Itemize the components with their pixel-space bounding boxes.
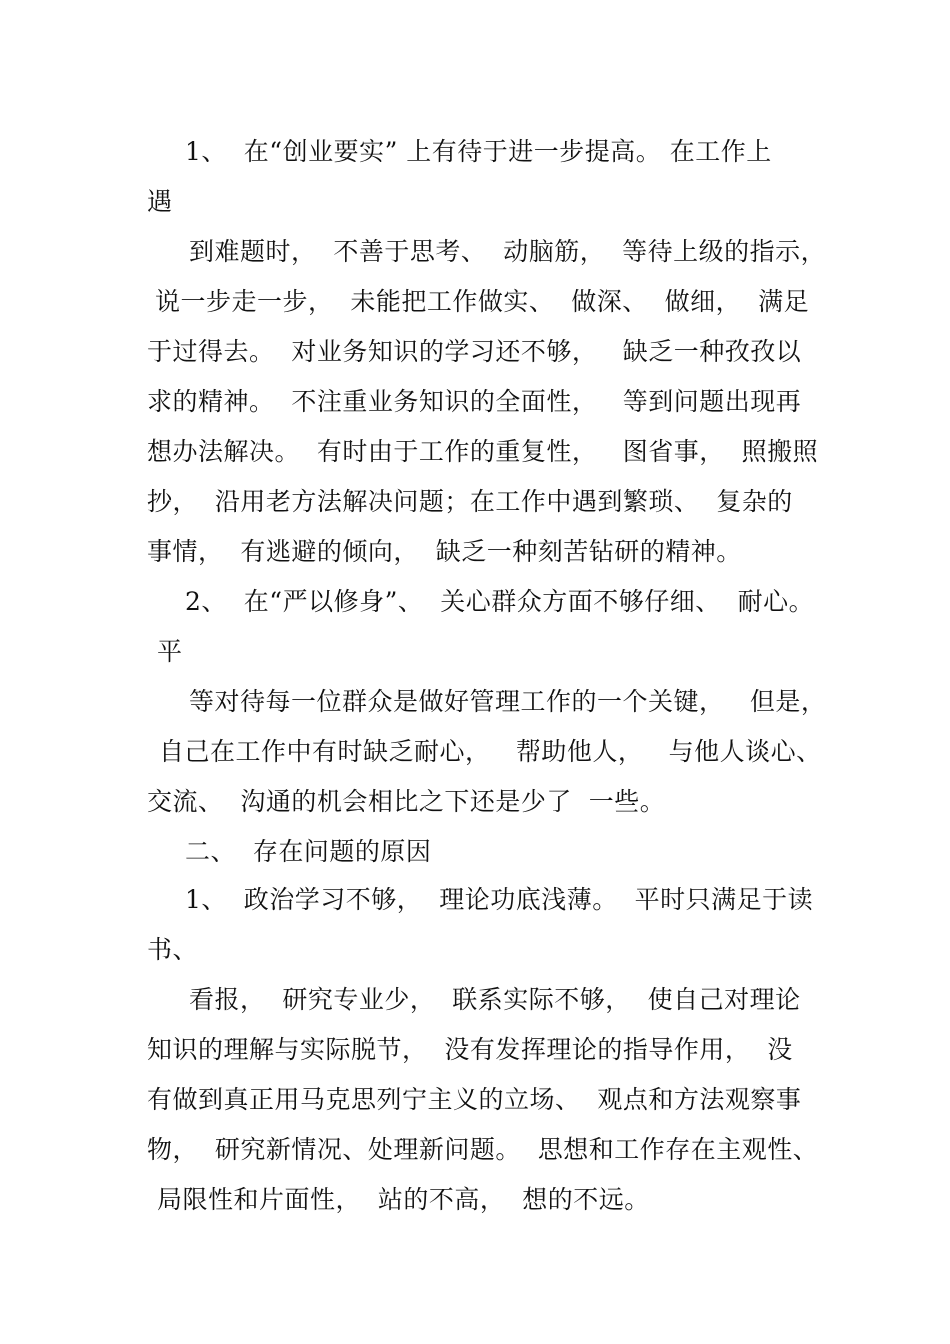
text-line: 等对待每一位群众是做好管理工作的一个关键， 但是， xyxy=(189,687,827,716)
text-line: 物， 研究新情况、处理新问题。 思想和工作存在主观性、 xyxy=(147,1135,819,1164)
text-line: 说一步走一步， 未能把工作做实、 做深、 做细， 满足 xyxy=(155,287,810,316)
text-line: 1、 政治学习不够， 理论功底浅薄。 平时只满足于读 xyxy=(185,885,814,914)
text-line: 局限性和片面性， 站的不高， 想的不远。 xyxy=(157,1185,650,1214)
text-line: 2、 在“严以修身”、 关心群众方面不够仔细、 耐心。 xyxy=(185,587,815,616)
text-line: 求的精神。 不注重业务知识的全面性， 等到问题出现再 xyxy=(147,387,802,416)
text-line: 书、 xyxy=(147,935,199,964)
section-heading: 二、 存在问题的原因 xyxy=(185,837,432,866)
text-line: 交流、 沟通的机会相比之下还是少了 一些。 xyxy=(147,787,666,816)
text-line: 知识的理解与实际脱节， 没有发挥理论的指导作用， 没 xyxy=(147,1035,793,1064)
text-line: 平 xyxy=(157,637,183,666)
text-line: 于过得去。 对业务知识的学习还不够， 缺乏一种孜孜以 xyxy=(147,337,802,366)
text-line: 事情， 有逃避的倾向， 缺乏一种刻苦钻研的精神。 xyxy=(147,537,742,566)
text-line: 1、 在“创业要实” 上有待于进一步提高。 在工作上 xyxy=(185,137,772,166)
text-line: 自己在工作中有时缺乏耐心， 帮助他人， 与他人谈心、 xyxy=(159,737,822,766)
text-line: 遇 xyxy=(147,187,173,216)
text-line: 看报， 研究专业少， 联系实际不够， 使自己对理论 xyxy=(189,985,801,1014)
text-line: 有做到真正用马克思列宁主义的立场、 观点和方法观察事 xyxy=(147,1085,802,1114)
text-line: 抄， 沿用老方法解决问题；在工作中遇到繁琐、 复杂的 xyxy=(147,487,793,516)
text-line: 想办法解决。 有时由于工作的重复性， 图省事， 照搬照 xyxy=(147,437,819,466)
text-line: 到难题时， 不善于思考、 动脑筋， 等待上级的指示， xyxy=(189,237,827,266)
